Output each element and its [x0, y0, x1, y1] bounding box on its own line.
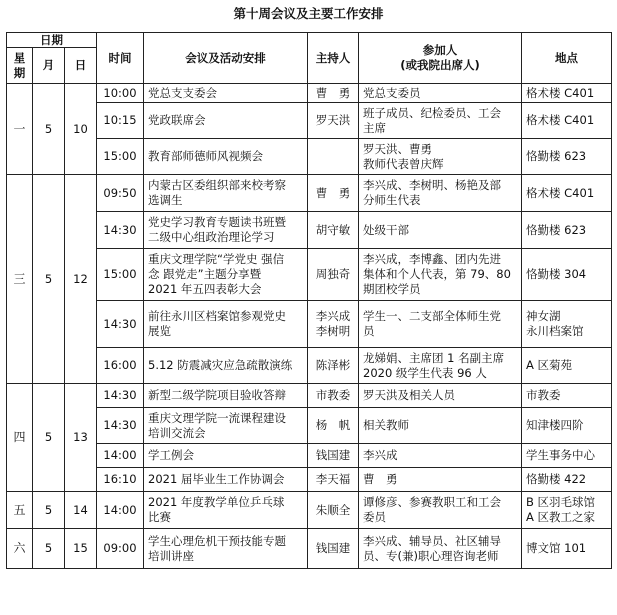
host-cell [308, 139, 359, 175]
month-header: 月 [33, 48, 65, 84]
weekday-cell: 一 [7, 84, 33, 175]
weekday-cell: 五 [7, 492, 33, 529]
table-row [7, 468, 612, 492]
participants-header: 参加人 (或我院出席人) [359, 33, 522, 84]
table-row [7, 249, 612, 301]
participants-cell: 李兴成，李博鑫、团内先进 集体和个人代表，第 79、80 期团校学员 [359, 249, 522, 301]
time-cell: 16:10 [97, 468, 144, 492]
table-row [7, 492, 612, 529]
participants-cell: 相关教师 [359, 408, 522, 444]
day-cell: 13 [65, 384, 97, 492]
table-row [7, 103, 612, 139]
participants-cell: 谭修彦、参赛教职工和工会 委员 [359, 492, 522, 529]
location-cell: 知津楼四阶 [522, 408, 612, 444]
participants-cell: 龙娣娟、主席团 1 名副主席 2020 级学生代表 96 人 [359, 348, 522, 384]
location-cell: 恪勤楼 623 [522, 139, 612, 175]
meeting-cell: 党总支支委会 [144, 84, 308, 103]
time-cell: 15:00 [97, 249, 144, 301]
host-cell: 曹 勇 [308, 175, 359, 212]
host-cell: 钱国建 [308, 529, 359, 569]
meeting-cell: 重庆文理学院“学党史 强信 念 跟党走”主题分享暨 2021 年五四表彰大会 [144, 249, 308, 301]
time-cell: 14:30 [97, 384, 144, 408]
time-cell: 09:50 [97, 175, 144, 212]
weekday-cell: 三 [7, 175, 33, 384]
table-row [7, 84, 612, 103]
table-row [7, 444, 612, 468]
host-cell: 李兴成 李树明 [308, 301, 359, 348]
participants-cell: 李兴成、李树明、杨艳及部 分师生代表 [359, 175, 522, 212]
table-row [7, 384, 612, 408]
host-cell: 市教委 [308, 384, 359, 408]
participants-cell: 班子成员、纪检委员、工会 主席 [359, 103, 522, 139]
weekday-header: 星 期 [7, 48, 33, 84]
time-cell: 14:30 [97, 212, 144, 249]
table-row [7, 348, 612, 384]
location-cell: 神女湖 永川档案馆 [522, 301, 612, 348]
location-cell: 格术楼 C401 [522, 175, 612, 212]
month-cell: 5 [33, 175, 65, 384]
meeting-cell: 新型二级学院项目验收答辩 [144, 384, 308, 408]
meeting-cell: 教育部师德师风视频会 [144, 139, 308, 175]
participants-cell: 处级干部 [359, 212, 522, 249]
weekday-cell: 四 [7, 384, 33, 492]
day-cell: 15 [65, 529, 97, 569]
day-cell: 12 [65, 175, 97, 384]
page-title: 第十周会议及主要工作安排 [233, 6, 384, 21]
location-cell: 格术楼 C401 [522, 84, 612, 103]
location-header: 地点 [522, 33, 612, 84]
meeting-cell: 5.12 防震减灾应急疏散演练 [144, 348, 308, 384]
host-cell: 胡守敏 [308, 212, 359, 249]
time-header: 时间 [97, 33, 144, 84]
location-cell: 市教委 [522, 384, 612, 408]
participants-cell: 罗天洪及相关人员 [359, 384, 522, 408]
host-cell: 陈泽彬 [308, 348, 359, 384]
table-row [7, 175, 612, 212]
time-cell: 14:30 [97, 301, 144, 348]
participants-cell: 学生一、二支部全体师生党 员 [359, 301, 522, 348]
meeting-header: 会议及活动安排 [144, 33, 308, 84]
location-cell: A 区菊苑 [522, 348, 612, 384]
time-cell: 14:00 [97, 444, 144, 468]
day-cell: 10 [65, 84, 97, 175]
meeting-cell: 学工例会 [144, 444, 308, 468]
month-cell: 5 [33, 529, 65, 569]
month-cell: 5 [33, 492, 65, 529]
time-cell: 10:15 [97, 103, 144, 139]
host-cell: 罗天洪 [308, 103, 359, 139]
location-cell: 恪勤楼 422 [522, 468, 612, 492]
table-row [7, 139, 612, 175]
meeting-cell: 党政联席会 [144, 103, 308, 139]
participants-cell: 李兴成 [359, 444, 522, 468]
meeting-cell: 党史学习教育专题读书班暨 二级中心组政治理论学习 [144, 212, 308, 249]
month-cell: 5 [33, 84, 65, 175]
schedule-table [6, 32, 612, 569]
table-row [7, 529, 612, 569]
time-cell: 14:30 [97, 408, 144, 444]
table-row [7, 301, 612, 348]
weekday-cell: 六 [7, 529, 33, 569]
time-cell: 16:00 [97, 348, 144, 384]
host-cell: 曹 勇 [308, 84, 359, 103]
meeting-cell: 前往永川区档案馆参观党史 展览 [144, 301, 308, 348]
host-cell: 杨 帆 [308, 408, 359, 444]
location-cell: 恪勤楼 623 [522, 212, 612, 249]
meeting-cell: 学生心理危机干预技能专题 培训讲座 [144, 529, 308, 569]
location-cell: 博文馆 101 [522, 529, 612, 569]
host-cell: 周独奇 [308, 249, 359, 301]
location-cell: 学生事务中心 [522, 444, 612, 468]
host-cell: 李天福 [308, 468, 359, 492]
meeting-cell: 重庆文理学院一流课程建设 培训交流会 [144, 408, 308, 444]
host-header: 主持人 [308, 33, 359, 84]
participants-cell: 李兴成、辅导员、社区辅导 员、专(兼)职心理咨询老师 [359, 529, 522, 569]
location-cell: 恪勤楼 304 [522, 249, 612, 301]
date-header: 日期 [7, 33, 97, 48]
meeting-cell: 内蒙古区委组织部来校考察 选调生 [144, 175, 308, 212]
time-cell: 10:00 [97, 84, 144, 103]
time-cell: 09:00 [97, 529, 144, 569]
location-cell: B 区羽毛球馆 A 区教工之家 [522, 492, 612, 529]
time-cell: 14:00 [97, 492, 144, 529]
table-row [7, 408, 612, 444]
time-cell: 15:00 [97, 139, 144, 175]
month-cell: 5 [33, 384, 65, 492]
host-cell: 朱顺全 [308, 492, 359, 529]
participants-cell: 曹 勇 [359, 468, 522, 492]
day-header: 日 [65, 48, 97, 84]
participants-cell: 罗天洪、曹勇 教师代表曾庆辉 [359, 139, 522, 175]
meeting-cell: 2021 届毕业生工作协调会 [144, 468, 308, 492]
host-cell: 钱国建 [308, 444, 359, 468]
participants-cell: 党总支委员 [359, 84, 522, 103]
meeting-cell: 2021 年度教学单位乒乓球 比赛 [144, 492, 308, 529]
table-row [7, 212, 612, 249]
location-cell: 格术楼 C401 [522, 103, 612, 139]
day-cell: 14 [65, 492, 97, 529]
